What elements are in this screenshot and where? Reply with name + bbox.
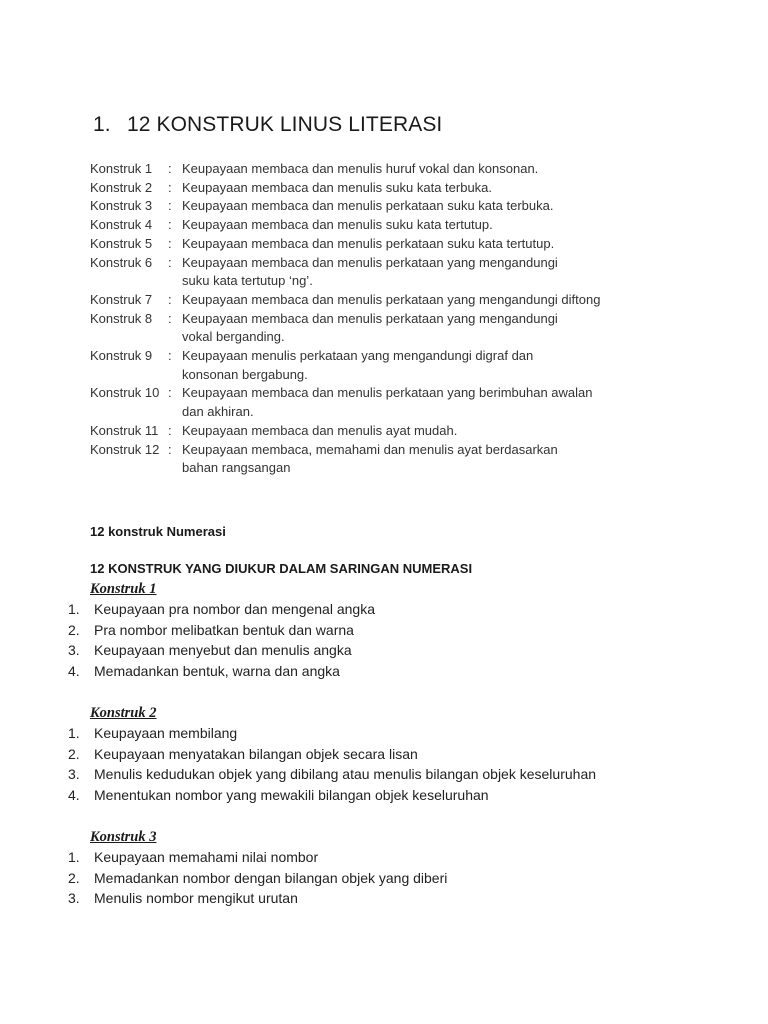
- literasi-item: [90, 216, 600, 235]
- list-item: [68, 620, 375, 641]
- literasi-item: [90, 235, 600, 254]
- literasi-item: [90, 310, 600, 329]
- literasi-item: [90, 441, 600, 460]
- literasi-item: [90, 254, 600, 273]
- page-title: [93, 113, 442, 137]
- literasi-text: Keupayaan membaca dan menulis perkataan suku kata tertutup.: [182, 235, 555, 251]
- konstruk-3-heading: Konstruk 3: [90, 829, 157, 845]
- list-number: 3.: [68, 766, 80, 783]
- literasi-item: [90, 291, 600, 310]
- literasi-item: [90, 384, 600, 403]
- list-item: [68, 744, 596, 765]
- literasi-text: Keupayaan menulis perkataan yang mengandungi digraf dan: [182, 348, 534, 364]
- literasi-item: [90, 197, 600, 216]
- literasi-colon: :: [168, 198, 172, 214]
- list-text: Menulis kedudukan objek yang dibilang atau menulis bilangan objek keseluruhan: [94, 766, 597, 783]
- list-item: [68, 847, 447, 868]
- list-text: Keupayaan menyatakan bilangan objek secara lisan: [94, 745, 418, 762]
- konstruk-1-heading: Konstruk 1: [90, 581, 157, 597]
- literasi-label: Konstruk 5: [90, 235, 153, 251]
- list-number: 2.: [68, 869, 80, 886]
- list-item: [68, 599, 375, 620]
- literasi-text: Keupayaan membaca dan menulis perkataan yang mengandungi: [182, 254, 558, 270]
- list-item: [68, 723, 596, 744]
- list-text: Keupayaan memahami nilai nombor: [94, 849, 319, 865]
- numerasi-subtitle: 12 KONSTRUK YANG DIUKUR DALAM SARINGAN NUMERASI: [90, 561, 473, 576]
- literasi-label: Konstruk 7: [90, 291, 153, 307]
- literasi-text: Keupayaan membaca dan menulis perkataan yang berimbuhan awalan: [182, 385, 593, 401]
- literasi-text: Keupayaan membaca dan menulis ayat mudah.: [182, 422, 458, 438]
- list-number: 4.: [68, 787, 80, 804]
- literasi-continuation: dan akhiran.: [182, 404, 254, 420]
- literasi-colon: :: [168, 235, 172, 251]
- list-number: 3.: [68, 890, 80, 907]
- konstruk-2-heading: Konstruk 2: [90, 705, 157, 721]
- literasi-text: Keupayaan membaca dan menulis suku kata tertutup.: [182, 217, 493, 233]
- literasi-list: [90, 160, 600, 478]
- literasi-colon: :: [168, 161, 172, 176]
- title-text: 12 KONSTRUK LINUS LITERASI: [127, 113, 443, 136]
- konstruk-2-list: [68, 723, 596, 806]
- literasi-label: Konstruk 1: [90, 161, 153, 176]
- list-text: Keupayaan membilang: [94, 725, 238, 741]
- literasi-colon: :: [168, 441, 172, 457]
- literasi-label: Konstruk 6: [90, 254, 153, 270]
- literasi-item: [90, 179, 600, 198]
- literasi-colon: :: [168, 179, 172, 195]
- literasi-colon: :: [168, 348, 172, 364]
- list-text: Menulis nombor mengikut urutan: [94, 890, 298, 907]
- numerasi-title: 12 konstruk Numerasi: [90, 524, 226, 539]
- literasi-item: [90, 160, 600, 179]
- list-item: [68, 764, 596, 785]
- literasi-continuation: konsonan bergabung.: [182, 366, 308, 382]
- literasi-item: [90, 422, 600, 441]
- list-number: 2.: [68, 621, 80, 638]
- literasi-colon: :: [168, 310, 172, 326]
- list-number: 2.: [68, 745, 80, 762]
- literasi-colon: :: [168, 291, 172, 307]
- list-item: [68, 868, 447, 889]
- literasi-colon: :: [168, 385, 172, 401]
- literasi-continuation: suku kata tertutup ‘ng’.: [182, 273, 313, 289]
- list-number: 4.: [68, 663, 80, 680]
- literasi-label: Konstruk 10: [90, 385, 160, 401]
- literasi-colon: :: [168, 254, 172, 270]
- list-item: [68, 661, 375, 682]
- list-text: Keupayaan pra nombor dan mengenal angka: [94, 601, 375, 617]
- list-item: [68, 640, 375, 661]
- list-text: Memadankan bentuk, warna dan angka: [94, 663, 340, 680]
- list-number: 1.: [68, 849, 80, 865]
- literasi-text: Keupayaan membaca dan menulis perkataan suku kata terbuka.: [182, 198, 554, 214]
- literasi-continuation: bahan rangsangan: [182, 460, 291, 476]
- literasi-label: Konstruk 9: [90, 348, 153, 364]
- literasi-continuation: vokal berganding.: [182, 329, 285, 345]
- literasi-label: Konstruk 11: [90, 422, 159, 438]
- konstruk-1-list: [68, 599, 375, 682]
- list-text: Menentukan nombor yang mewakili bilangan objek keseluruhan: [94, 787, 489, 804]
- literasi-text: Keupayaan membaca dan menulis perkataan yang mengandungi diftong: [182, 291, 601, 307]
- literasi-label: Konstruk 3: [90, 198, 153, 214]
- literasi-text: Keupayaan membaca dan menulis suku kata terbuka.: [182, 179, 493, 195]
- list-number: 1.: [68, 601, 80, 617]
- list-number: 1.: [68, 725, 80, 741]
- list-number: 3.: [68, 642, 80, 659]
- literasi-label: Konstruk 2: [90, 179, 153, 195]
- literasi-item: [90, 347, 600, 366]
- title-number: 1.: [93, 113, 111, 136]
- literasi-label: Konstruk 8: [90, 310, 153, 326]
- literasi-text: Keupayaan membaca dan menulis perkataan yang mengandungi: [182, 310, 558, 326]
- konstruk-3-list: [68, 847, 447, 909]
- list-text: Memadankan nombor dengan bilangan objek yang diberi: [94, 869, 448, 886]
- list-text: Keupayaan menyebut dan menulis angka: [94, 642, 352, 659]
- literasi-text: Keupayaan membaca, memahami dan menulis ayat berdasarkan: [182, 441, 558, 457]
- literasi-colon: :: [168, 217, 172, 233]
- literasi-label: Konstruk 12: [90, 441, 160, 457]
- list-item: [68, 785, 596, 806]
- list-item: [68, 888, 447, 909]
- literasi-label: Konstruk 4: [90, 217, 153, 233]
- list-text: Pra nombor melibatkan bentuk dan warna: [94, 621, 354, 638]
- literasi-text: Keupayaan membaca dan menulis huruf vokal dan konsonan.: [182, 161, 539, 176]
- literasi-colon: :: [168, 422, 172, 438]
